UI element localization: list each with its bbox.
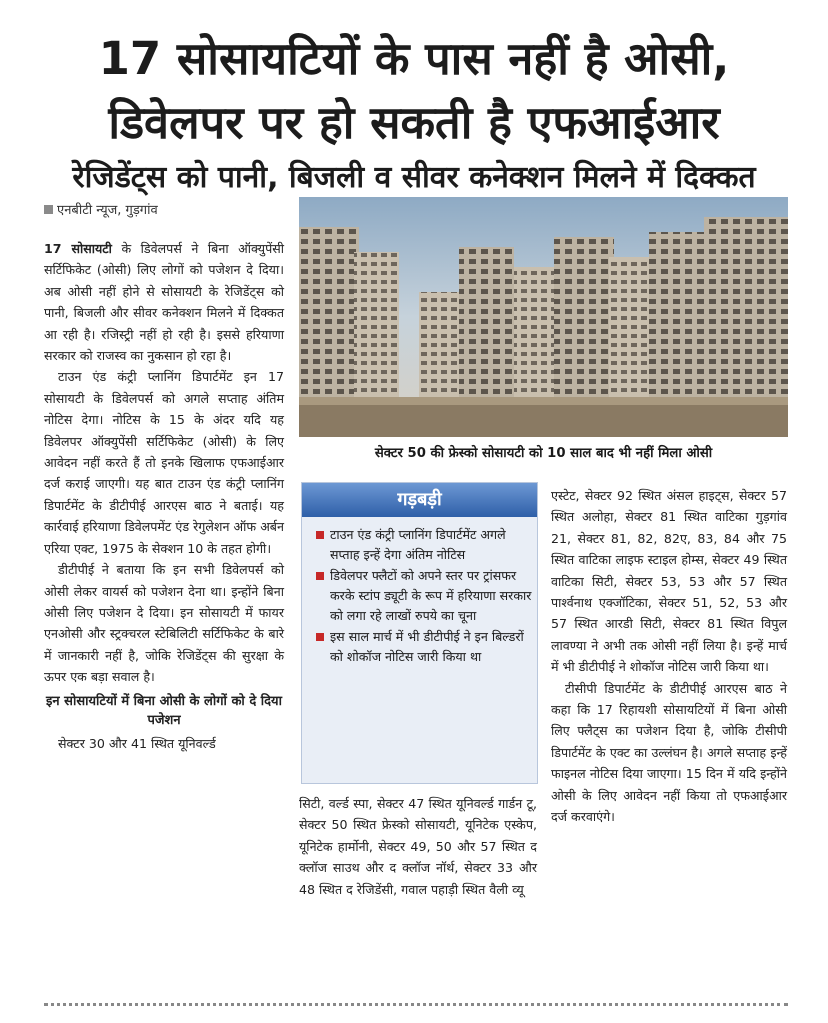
footer-divider [44,1003,788,1006]
paragraph: टाउन एंड कंट्री प्लानिंग डिपार्टमेंट इन 17 सोसायटी के डिवेलपर्स को अगले सप्ताह अंतिम नोटिस देगा। नोटिस के 15 के अंदर यदि यह डिवेलपर ऑक्युपेंसी सर्टिफिकेट (ओसी) के लिए आवेदन नहीं करते हैं तो इनके खिलाफ एफआईआर दर्ज कराई जाएगी। यह बात टाउन एंड कंट्री प्लानिंग डिपार्टमेंट के डीटीपीई आरएस बाठ ने बताई। यह कार्रवाई हरियाणा डिवेलपमेंट एंड रेगुलेशन ऑफ अर्बन एरिया एक्ट, 1975 के सेक्शन 10 के तहत होगी। [44,369,284,556]
article-column-3 [551,485,787,828]
section-subhead: इन सोसायटियों में बिना ओसी के लोगों को दे दिया पजेशन [46,693,282,728]
square-bullet-icon [316,633,324,641]
square-bullet-icon [316,572,324,580]
paragraph: सिटी, वर्ल्ड स्पा, सेक्टर 47 स्थित यूनिवर्ल्ड गार्डन टू, सेक्टर 50 स्थित फ्रेस्को सोसायटी, यूनिटेक एस्केप, यूनिटेक हार्मोनी, सेक्टर 49, 50 और 57 स्थित द क्लॉज साउथ और द क्लॉज नॉर्थ, सेक्टर 33 और 48 स्थित द रेजिडेंसी, गवाल पहाड़ी स्थित वैली व्यू [299,796,537,897]
paragraph: एस्टेट, सेक्टर 92 स्थित अंसल हाइट्स, सेक्टर 57 स्थित अलोहा, सेक्टर 81 स्थित वाटिका गुड़गांव 21, सेक्टर 81, 82, 82ए, 83, 84 और 75 स्थित वाटिका लाइफ स्टाइल होम्स, सेक्टर 49 स्थित वाटिका सिटी, सेक्टर 53, 53 और 57 स्थित पार्श्वनाथ एक्जॉटिका, सेक्टर 51, 52, 53 और 57 स्थित आरडी सिटी, सेक्टर 81 स्थित विपुल लावण्या ने अभी तक ओसी नहीं लिया है। इन्हें मार्च में भी डीटीपीई ने शोकॉज नोटिस जारी किया था। [551,488,787,675]
buildings-illustration [299,197,788,437]
paragraph: सेक्टर 30 और 41 स्थित यूनिवर्ल्ड [58,735,216,751]
lead-text: 17 सोसायटी [44,241,112,256]
photo-caption: सेक्टर 50 की फ्रेस्को सोसायटी को 10 साल बाद भी नहीं मिला ओसी [374,446,713,461]
article-column-1 [44,238,284,754]
square-bullet-icon [316,531,324,539]
highlight-box [301,482,538,784]
highlight-list [310,525,532,668]
headline-line-1: 17 सोसायटियों के पास नहीं है ओसी, [98,32,730,85]
paragraph [44,238,284,366]
list-item-text: टाउन एंड कंट्री प्लानिंग डिपार्टमेंट अगले सप्ताह इन्हें देगा अंतिम नोटिस [330,527,506,562]
paragraph: टीसीपी डिपार्टमेंट के डीटीपीई आरएस बाठ ने कहा कि 17 रिहायशी सोसायटियों में बिना ओसी लिए फ्लैट्स का पजेशन दिया है, जोकि टीसीपी डिपार्टमेंट के एक्ट का उल्लंघन है। अगले सप्ताह इन्हें फाइनल नोटिस दिया जाएगा। 15 दिन में यदि इन्होंने ओसी के लिए आवेदन नहीं किया तो एफआईआर दर्ज करवाएंगे। [551,680,787,825]
byline-text: एनबीटी न्यूज, गुड़गांव [57,203,158,218]
list-item-text: डिवेलपर फ्लैटों को अपने स्तर पर ट्रांसफर करके स्टांप ड्यूटी के रूप में हरियाणा सरकार को लगा रहे लाखों रुपये का चूना [330,568,532,623]
list-item [310,627,532,667]
byline [44,200,158,218]
list-item [310,525,532,565]
article-column-2 [299,793,537,900]
list-item-text: इस साल मार्च में भी डीटीपीई ने इन बिल्डरों को शोकॉज नोटिस जारी किया था [330,629,524,664]
list-item [310,566,532,626]
square-bullet-icon [44,205,53,214]
headline-line-2: डिवेलपर पर हो सकती है एफआईआर [108,96,720,149]
paragraph: डीटीपीई ने बताया कि इन सभी डिवेलपर्स को ओसी लेकर वायर्स को पजेशन देना था। इन्होंने बिना ओसी लिए पजेशन दे दिया। इन सोसायटी में फायर एनओसी और स्ट्रक्चरल स्टेबिलिटी सर्टिफिकेट के बारे में जानकारी नहीं है, जोकि रेजिडेंट्स की सुरक्षा के ऊपर एक बड़ा सवाल है। [44,562,284,685]
society-photo [299,197,788,437]
subheading: रेजिडेंट्स को पानी, बिजली व सीवर कनेक्शन मिलने में दिक्कत [72,160,756,195]
paragraph-text: के डिवेलपर्स ने बिना ऑक्युपेंसी सर्टिफिकेट (ओसी) लिए लोगों को पजेशन दे दिया। अब ओसी नहीं होने से सोसायटी के रेजिडेंट्स को पानी, बिजली और सीवर कनेक्शन मिलने में दिक्कत आ रही है। रजिस्ट्री नहीं हो रही है। इससे हरियाणा सरकार को राजस्व का नुकसान हो रहा है। [44,241,284,364]
highlight-box-title: गड़बड़ी [302,483,537,517]
